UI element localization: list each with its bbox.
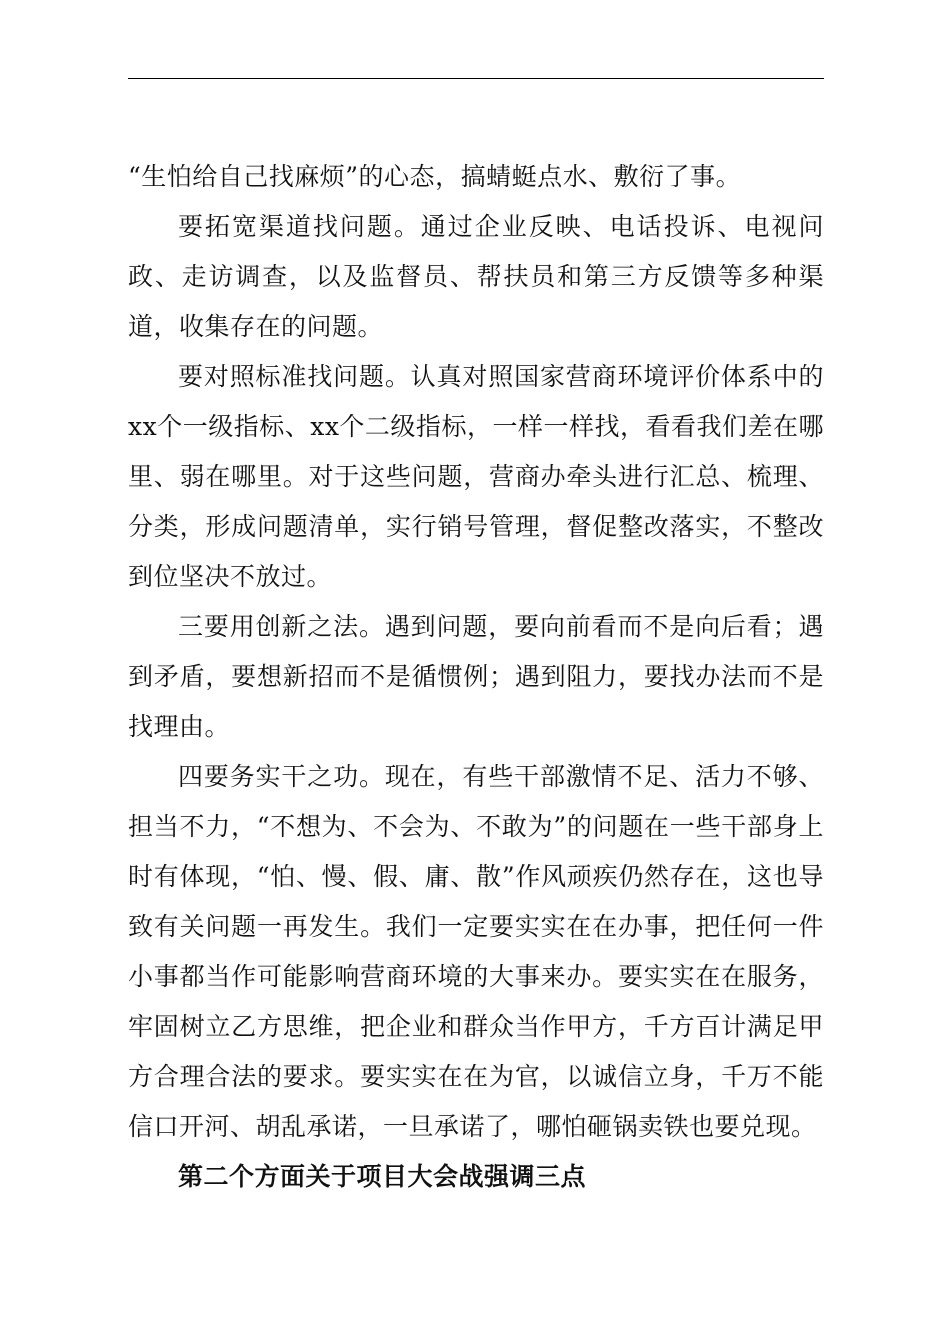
- paragraph-text: 遇到问题，要向前看而不是向后看；遇到矛盾，要想新招而不是循惯例；遇到阻力，要找办法而不是找理由。: [128, 612, 824, 741]
- paragraph-compare-standards: [128, 352, 824, 602]
- paragraph-continuation: [128, 152, 824, 202]
- paragraph-text: 要对照标准找问题。认真对照国家营商环境评价体系中的xx个一级指标、xx个二级指标，一样一样找，看看我们差在哪里、弱在哪里。对于这些问题，营商办牵头进行汇总、梳理、分类，形成问题清单，实行销号管理，督促整改落实，不整改到位坚决不放过。: [128, 362, 824, 591]
- paragraph-practical-work: [128, 752, 824, 1152]
- paragraph-broaden-channels: [128, 202, 824, 352]
- paragraph-lead: 三要用创新之法。: [178, 612, 385, 641]
- section-heading: 第二个方面关于项目大会战强调三点: [178, 1162, 587, 1191]
- paragraph-text: 现在，有些干部激情不足、活力不够、担当不力，“不想为、不会为、不敢为”的问题在一些干部身上时有体现，“怕、慢、假、庸、散”作风顽疾仍然存在，这也导致有关问题一再发生。我们一定要实实在在办事，把任何一件小事都当作可能影响营商环境的大事来办。要实实在在服务，牢固树立乙方思维，把企业和群众当作甲方，千方百计满足甲方合理合法的要求。要实实在在为官，以诚信立身，千万不能信口开河、胡乱承诺，一旦承诺了，哪怕砸锅卖铁也要兑现。: [128, 762, 824, 1141]
- document-body: [128, 152, 824, 1202]
- header-rule: [128, 78, 824, 79]
- paragraph-lead: 四要务实干之功。: [178, 762, 385, 791]
- paragraph-innovation: [128, 602, 824, 752]
- paragraph-text: “生怕给自己找麻烦”的心态，搞蜻蜓点水、敷衍了事。: [128, 162, 742, 191]
- paragraph-text: 要拓宽渠道找问题。通过企业反映、电话投诉、电视问政、走访调查，以及监督员、帮扶员和第三方反馈等多种渠道，收集存在的问题。: [128, 212, 824, 341]
